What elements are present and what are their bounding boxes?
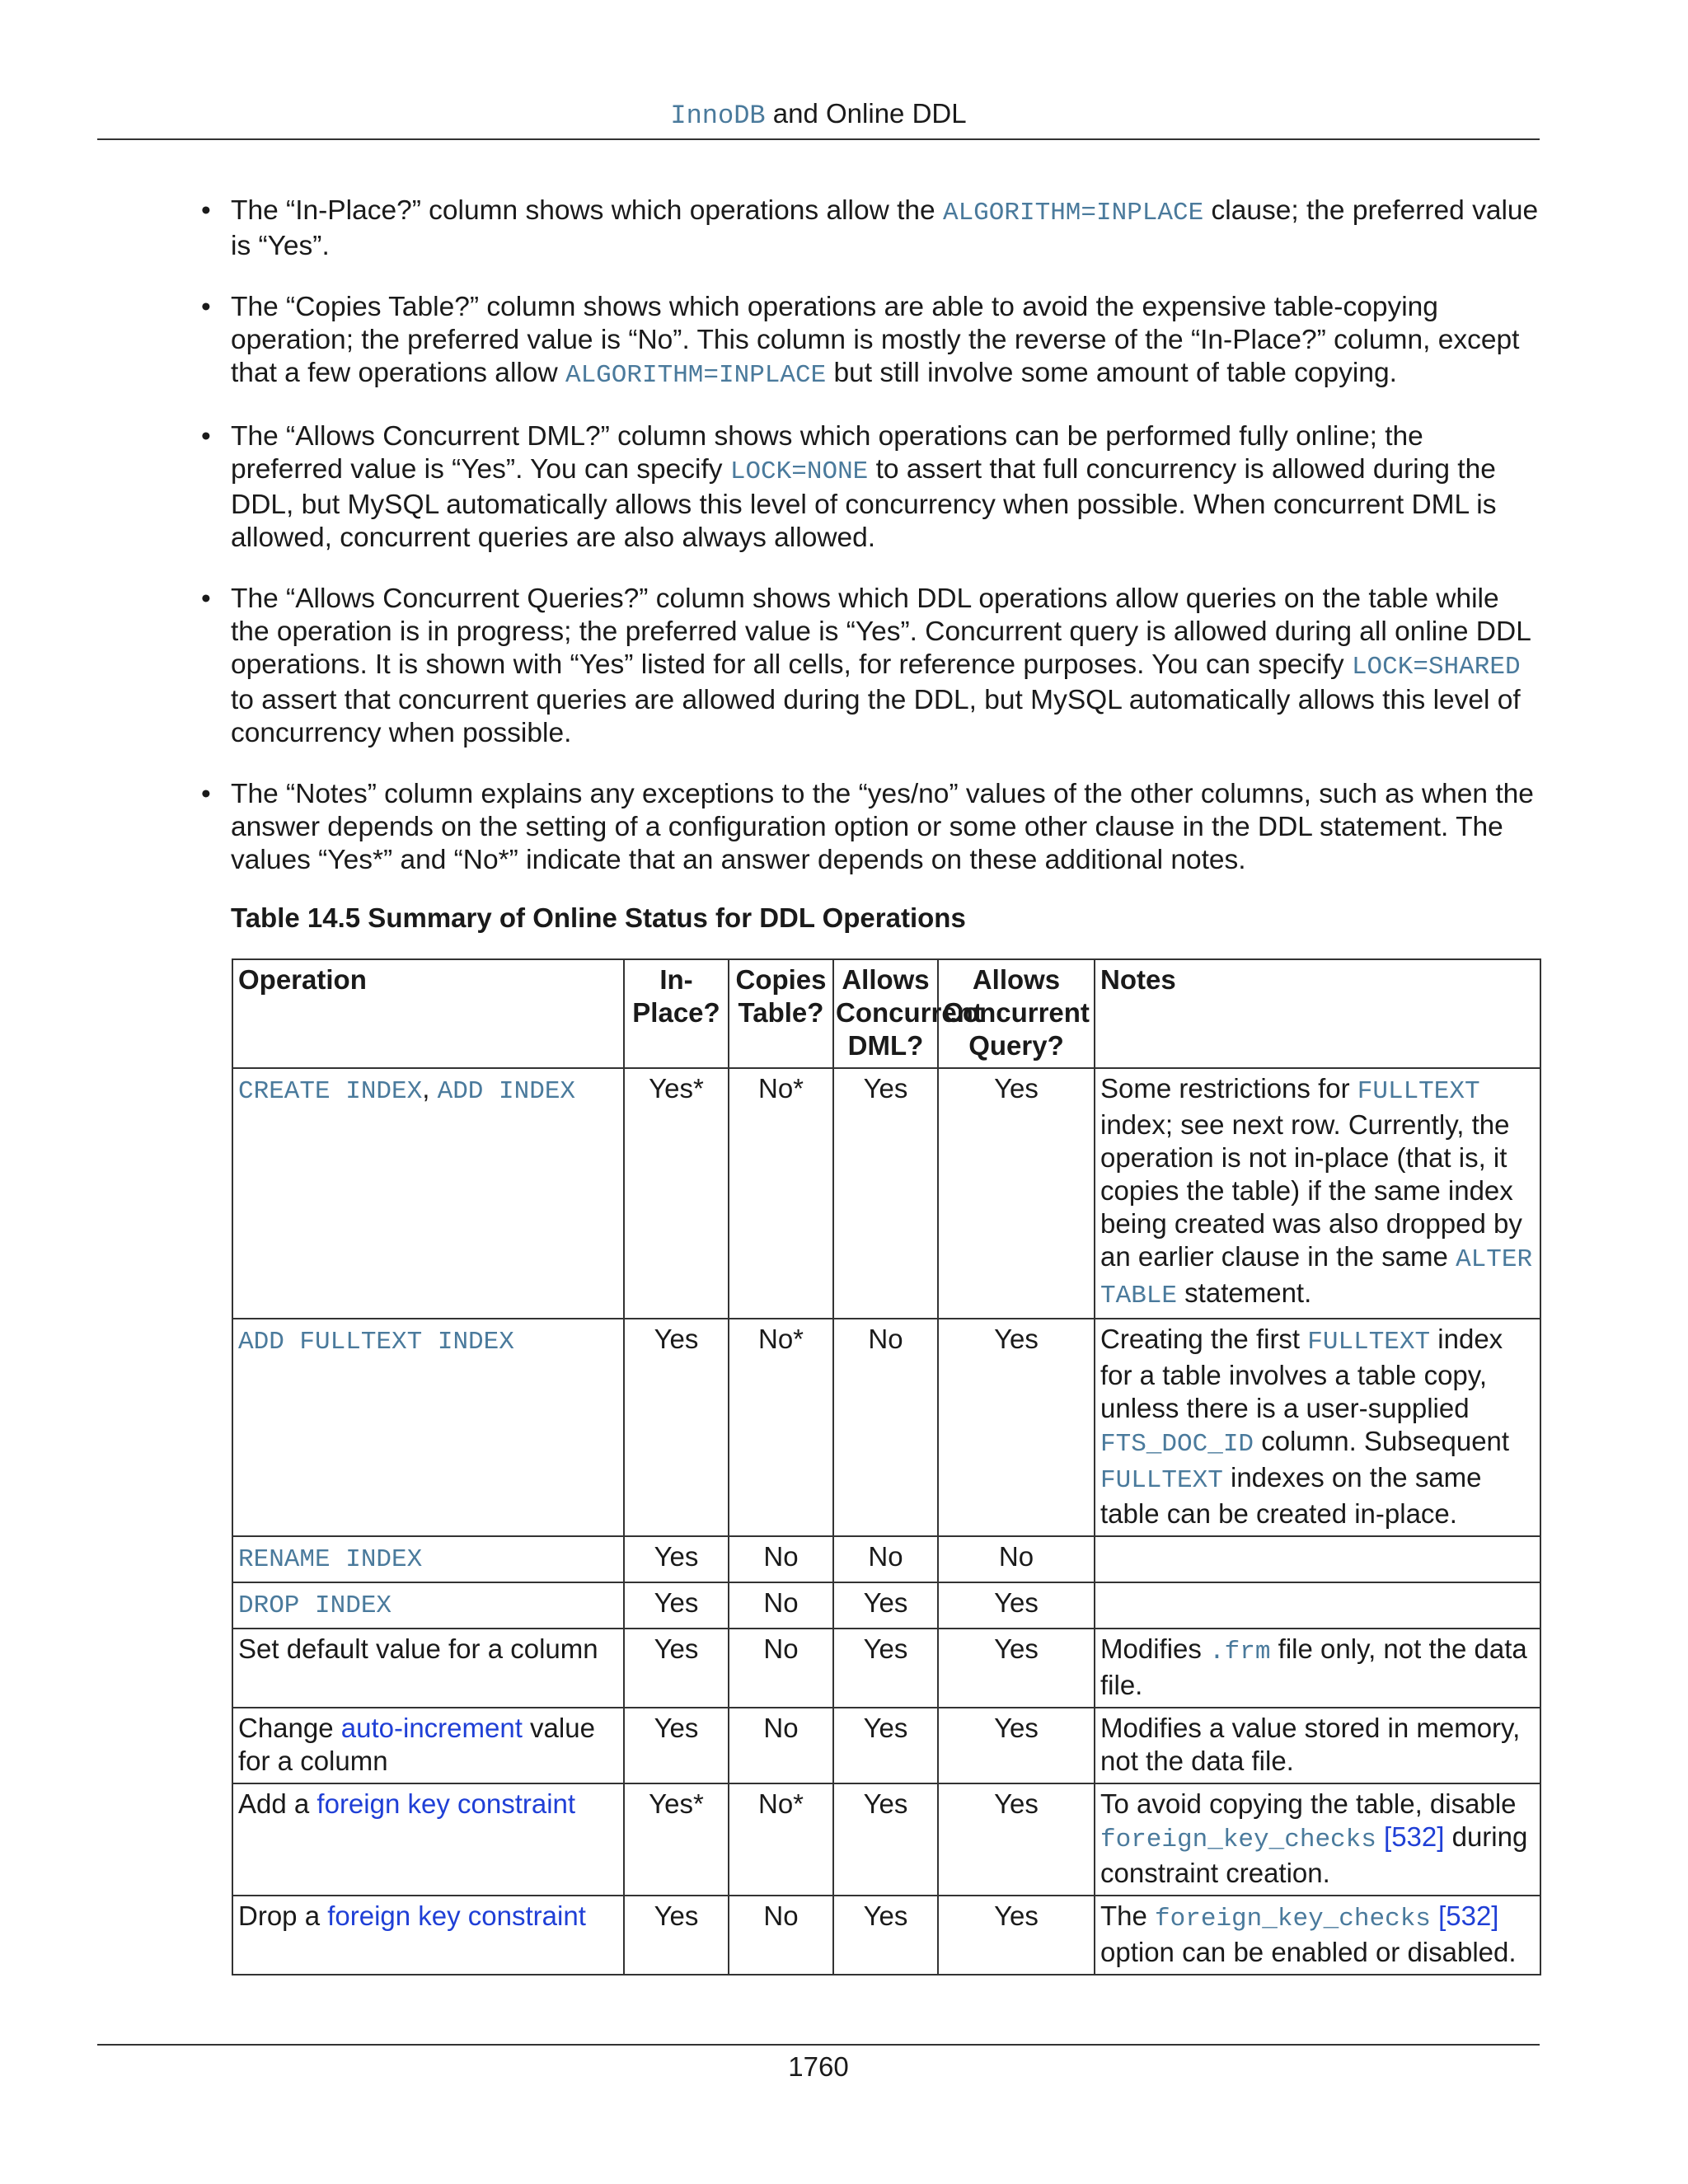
- col-header-copies-table: Copies Table?: [729, 959, 833, 1068]
- table-row: [232, 1896, 1540, 1975]
- operation-cell: [232, 1582, 624, 1629]
- bullet-dot: •: [201, 583, 211, 614]
- concurrent-query-cell: Yes: [938, 1582, 1095, 1629]
- page-ref-link[interactable]: [532]: [1430, 1900, 1499, 1931]
- notes-cell: [1095, 1536, 1540, 1582]
- bullet-in-place: • The “In-Place?” column shows which operations allow the ALGORITHM=INPLACE clause; the preferred value is “Yes”.: [201, 195, 1539, 261]
- col-header-concurrent-query: Allows Concurrent Query?: [938, 959, 1095, 1068]
- auto-increment-link[interactable]: auto-increment: [340, 1713, 523, 1743]
- bullet-notes: • The “Notes” column explains any exceptions to the “yes/no” values of the other columns, such as when the answer depends on the setting of a configuration option or some other clause in the DDL statement. The values “Yes*” and “No*” indicate that an answer depends on these additional notes.: [201, 779, 1534, 875]
- copies-table-cell: No*: [729, 1319, 833, 1536]
- code-drop-index: DROP INDEX: [238, 1591, 392, 1620]
- operation-cell: [232, 1319, 624, 1536]
- copies-table-cell: No: [729, 1896, 833, 1975]
- in-place-cell: Yes: [624, 1536, 729, 1582]
- code-foreign-key-checks[interactable]: foreign_key_checks: [1100, 1825, 1376, 1854]
- in-place-cell: Yes*: [624, 1068, 729, 1319]
- bullet-dot: •: [201, 779, 211, 809]
- operation-cell: [232, 1536, 624, 1582]
- concurrent-query-cell: Yes: [938, 1629, 1095, 1708]
- copies-table-cell: No: [729, 1582, 833, 1629]
- concurrent-dml-cell: No: [833, 1319, 938, 1536]
- header-code: InnoDB: [670, 101, 766, 131]
- page-footer: [97, 2044, 1540, 2083]
- code-add-index: ADD INDEX: [437, 1077, 576, 1106]
- header-title: and Online DDL: [765, 98, 967, 129]
- concurrent-dml-cell: Yes: [833, 1708, 938, 1783]
- bullet-concurrent-dml: • The “Allows Concurrent DML?” column shows which operations can be performed fully online; the preferred value is “Yes”. You can specify LOCK=NONE to assert that full concurrency is allowed during the DDL, but MySQL automatically allows this level of concurrency when possible. When concurrent DML is allowed, concurrent queries are also always allowed.: [201, 421, 1497, 553]
- concurrent-dml-cell: Yes: [833, 1629, 938, 1708]
- in-place-cell: Yes: [624, 1582, 729, 1629]
- concurrent-dml-cell: Yes: [833, 1783, 938, 1896]
- notes-cell: To avoid copying the table, disable foreign_key_checks [532] during constraint creation.: [1095, 1783, 1540, 1896]
- page-number: 1760: [788, 2051, 849, 2082]
- table-row: [232, 1068, 1540, 1319]
- concurrent-dml-cell: No: [833, 1536, 938, 1582]
- concurrent-query-cell: Yes: [938, 1896, 1095, 1975]
- copies-table-cell: No: [729, 1536, 833, 1582]
- copies-table-cell: No*: [729, 1068, 833, 1319]
- col-header-concurrent-dml: Allows Concurrent DML?: [833, 959, 938, 1068]
- copies-table-cell: No: [729, 1629, 833, 1708]
- copies-table-cell: No*: [729, 1783, 833, 1896]
- concurrent-dml-cell: Yes: [833, 1582, 938, 1629]
- in-place-cell: Yes: [624, 1896, 729, 1975]
- in-place-cell: Yes: [624, 1708, 729, 1783]
- notes-cell: Some restrictions for FULLTEXT index; see next row. Currently, the operation is not in-place (that is, it copies the table) if the same index being created was also dropped by an earlier clause in the same ALTER TABLE statement.: [1095, 1068, 1540, 1319]
- notes-cell: Modifies a value stored in memory, not the data file.: [1095, 1708, 1540, 1783]
- operation-cell: Set default value for a column: [232, 1629, 624, 1708]
- in-place-cell: Yes: [624, 1319, 729, 1536]
- code-algorithm-inplace: ALGORITHM=INPLACE: [942, 199, 1204, 227]
- page-header: [97, 97, 1540, 140]
- code-add-fulltext-index: ADD FULLTEXT INDEX: [238, 1328, 514, 1357]
- table-row: [232, 1783, 1540, 1896]
- table-row: [232, 1536, 1540, 1582]
- code-fts-doc-id: FTS_DOC_ID: [1100, 1430, 1254, 1459]
- code-lock-none: LOCK=NONE: [729, 457, 869, 486]
- code-foreign-key-checks[interactable]: foreign_key_checks: [1155, 1905, 1431, 1933]
- operation-cell: Add a foreign key constraint: [232, 1783, 624, 1896]
- table-row: [232, 1708, 1540, 1783]
- operation-cell: Drop a foreign key constraint: [232, 1896, 624, 1975]
- concurrent-query-cell: No: [938, 1536, 1095, 1582]
- code-alter-table: ALTER TABLE: [1100, 1245, 1533, 1310]
- bullet-dot: •: [201, 195, 211, 226]
- code-rename-index: RENAME INDEX: [238, 1545, 423, 1574]
- col-header-operation: Operation: [232, 959, 624, 1068]
- bullet-list: [201, 194, 1541, 905]
- col-header-in-place: In-Place?: [624, 959, 729, 1068]
- bullet-copies-table: • The “Copies Table?” column shows which operations are able to avoid the expensive table-copying operation; the preferred value is “No”. This column is mostly the reverse of the “In-Place?” column, except that a few operations allow ALGORITHM=INPLACE but still involve some amount of table copying.: [201, 292, 1520, 390]
- table-caption: Table 14.5 Summary of Online Status for DDL Operations: [231, 902, 966, 933]
- in-place-cell: Yes*: [624, 1783, 729, 1896]
- code-fulltext: FULLTEXT: [1100, 1466, 1223, 1495]
- concurrent-query-cell: Yes: [938, 1068, 1095, 1319]
- ddl-operations-table: [232, 958, 1541, 1975]
- notes-cell: The foreign_key_checks [532] option can be enabled or disabled.: [1095, 1896, 1540, 1975]
- code-fulltext: FULLTEXT: [1357, 1077, 1480, 1106]
- page-ref-link[interactable]: [532]: [1376, 1821, 1445, 1852]
- concurrent-query-cell: Yes: [938, 1319, 1095, 1536]
- bullet-concurrent-queries: • The “Allows Concurrent Queries?” column shows which DDL operations allow queries on the table while the operation is in progress; the preferred value is “Yes”. Concurrent query is allowed during all online DDL operations. It is shown with “Yes” listed for all cells, for reference purposes. You can specify LOCK=SHARED to assert that concurrent queries are allowed during the DDL, but MySQL automatically allows this level of concurrency when possible.: [201, 583, 1531, 748]
- notes-cell: Creating the first FULLTEXT index for a table involves a table copy, unless there is a user-supplied FTS_DOC_ID column. Subsequent FULLTEXT indexes on the same table can be created in-place.: [1095, 1319, 1540, 1536]
- foreign-key-constraint-link[interactable]: foreign key constraint: [327, 1900, 586, 1931]
- table-header-row: [232, 959, 1540, 1068]
- table-row: [232, 1582, 1540, 1629]
- code-lock-shared: LOCK=SHARED: [1351, 653, 1521, 682]
- notes-cell: Modifies .frm file only, not the data file.: [1095, 1629, 1540, 1708]
- copies-table-cell: No: [729, 1708, 833, 1783]
- col-header-notes: Notes: [1095, 959, 1540, 1068]
- foreign-key-constraint-link[interactable]: foreign key constraint: [316, 1788, 576, 1819]
- code-algorithm-inplace: ALGORITHM=INPLACE: [565, 361, 827, 390]
- table-row: [232, 1319, 1540, 1536]
- bullet-dot: •: [201, 421, 211, 452]
- bullet-dot: •: [201, 292, 211, 322]
- concurrent-query-cell: Yes: [938, 1708, 1095, 1783]
- table-row: [232, 1629, 1540, 1708]
- in-place-cell: Yes: [624, 1629, 729, 1708]
- operation-cell: Change auto-increment value for a column: [232, 1708, 624, 1783]
- code-frm: .frm: [1209, 1638, 1271, 1666]
- concurrent-query-cell: Yes: [938, 1783, 1095, 1896]
- code-fulltext: FULLTEXT: [1307, 1328, 1431, 1357]
- code-create-index: CREATE INDEX: [238, 1077, 423, 1106]
- concurrent-dml-cell: Yes: [833, 1068, 938, 1319]
- concurrent-dml-cell: Yes: [833, 1896, 938, 1975]
- operation-cell: CREATE INDEX, ADD INDEX: [232, 1068, 624, 1319]
- notes-cell: [1095, 1582, 1540, 1629]
